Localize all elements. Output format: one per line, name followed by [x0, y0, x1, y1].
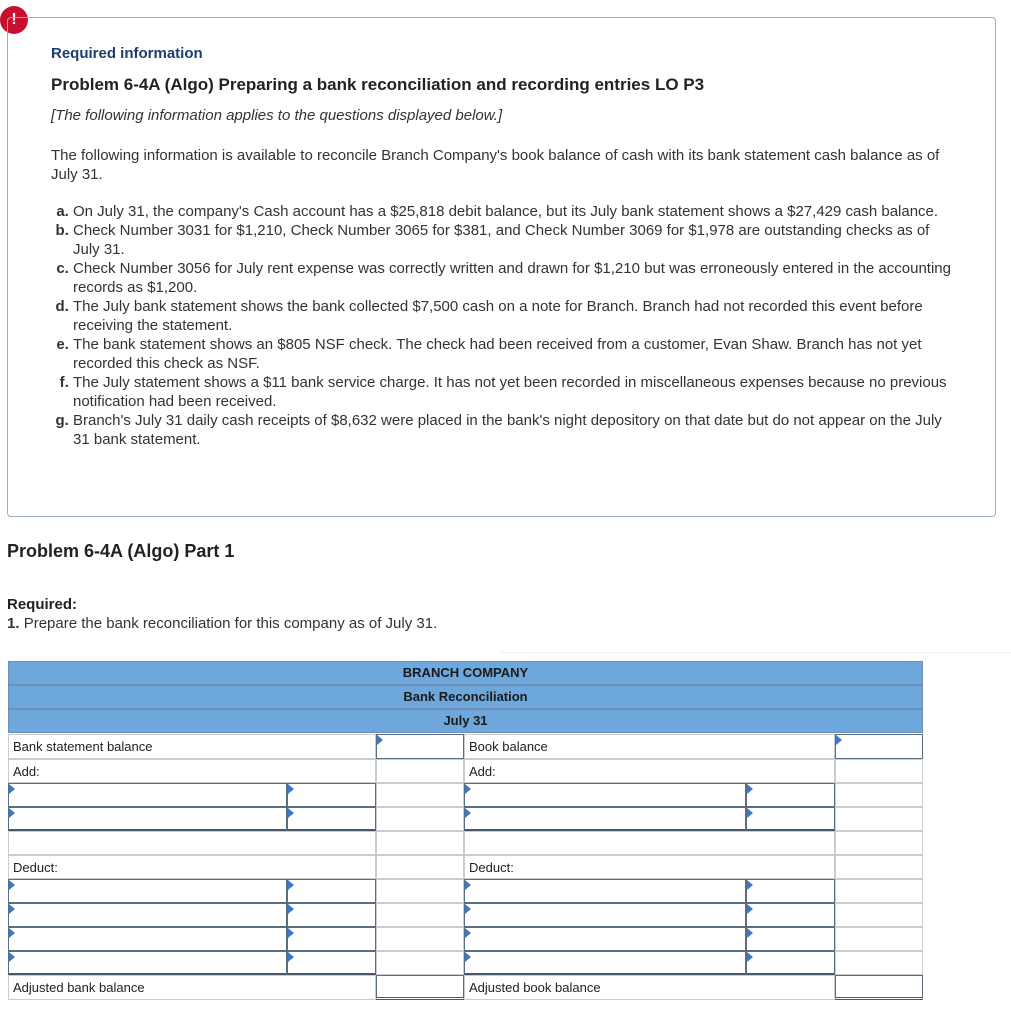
- input-marker-icon: [288, 952, 294, 962]
- bank-add-description-input[interactable]: [8, 807, 287, 831]
- required-text: Prepare the bank reconciliation for this company as of July 31.: [23, 615, 438, 632]
- required-information-heading: Required information: [51, 45, 203, 62]
- input-marker-icon: [747, 952, 753, 962]
- book-deduct-amount-input[interactable]: [746, 927, 835, 951]
- alert-icon: !: [0, 6, 28, 34]
- empty-cell: [835, 879, 923, 903]
- input-marker-icon: [9, 880, 15, 890]
- intro-paragraph: The following information is available to reconcile Branch Company's book balance of cash with its bank statement cash balance as of July 31.: [51, 147, 940, 183]
- required-number: 1.: [7, 615, 20, 632]
- empty-cell: [376, 783, 464, 807]
- item-text: The July bank statement shows the bank collected $7,500 cash on a note for Branch. Branch had not recorded this event before receiving the statement.: [73, 298, 923, 334]
- bank-deduct-amount-input[interactable]: [287, 879, 376, 903]
- part-title: Problem 6-4A (Algo) Part 1: [7, 541, 235, 561]
- book-add-total-cell: [835, 759, 923, 783]
- book-add-description-input[interactable]: [464, 807, 746, 831]
- item-letter: e.: [56, 336, 69, 353]
- required-instruction: [7, 615, 437, 632]
- empty-cell: [835, 807, 923, 831]
- book-deduct-amount-input[interactable]: [746, 879, 835, 903]
- empty-cell: [835, 927, 923, 951]
- empty-cell: [835, 855, 923, 879]
- input-marker-icon: [747, 880, 753, 890]
- input-marker-icon: [9, 808, 15, 818]
- bank-deduct-description-input[interactable]: [8, 951, 287, 975]
- input-marker-icon: [9, 928, 15, 938]
- item-text: Check Number 3056 for July rent expense was correctly written and drawn for $1,210 but was erroneously entered in the accounting records as $1,200.: [73, 260, 951, 296]
- item-letter: d.: [55, 298, 69, 315]
- input-marker-icon: [747, 904, 753, 914]
- bank-deduct-description-input[interactable]: [8, 927, 287, 951]
- empty-cell: [8, 831, 376, 855]
- empty-cell: [835, 783, 923, 807]
- input-marker-icon: [465, 928, 471, 938]
- input-marker-icon: [747, 808, 753, 818]
- item-text: The bank statement shows an $805 NSF check. The check had been received from a customer, Evan Shaw. Branch has not yet recorded this check as NSF.: [73, 336, 922, 372]
- bank-add-amount-input[interactable]: [287, 783, 376, 807]
- bank-add-description-input[interactable]: [8, 783, 287, 807]
- book-deduct-description-input[interactable]: [464, 951, 746, 975]
- book-deduct-amount-input[interactable]: [746, 903, 835, 927]
- book-deduct-description-input[interactable]: [464, 903, 746, 927]
- input-marker-icon: [9, 904, 15, 914]
- bank-deduct-amount-input[interactable]: [287, 927, 376, 951]
- required-label: Required:: [7, 596, 78, 613]
- input-marker-icon: [288, 928, 294, 938]
- input-marker-icon: [9, 952, 15, 962]
- empty-cell: [376, 879, 464, 903]
- input-marker-icon: [288, 808, 294, 818]
- book-deduct-amount-input[interactable]: [746, 951, 835, 975]
- adjusted-book-balance-label: Adjusted book balance: [464, 975, 835, 1000]
- bank-statement-balance-label: Bank statement balance: [8, 734, 376, 759]
- bank-add-label: Add:: [8, 759, 376, 783]
- input-marker-icon: [377, 735, 383, 745]
- input-marker-icon: [9, 784, 15, 794]
- input-marker-icon: [288, 784, 294, 794]
- list-item: [51, 297, 956, 335]
- adjusted-book-balance-total: [835, 975, 923, 1000]
- item-letter: c.: [56, 260, 69, 277]
- bank-deduct-description-input[interactable]: [8, 879, 287, 903]
- book-add-label: Add:: [464, 759, 835, 783]
- list-item: [51, 411, 956, 449]
- book-add-subtotal-cell: [835, 831, 923, 855]
- list-item: [51, 335, 956, 373]
- problem-title: Problem 6-4A (Algo) Preparing a bank reconciliation and recording entries LO P3: [51, 75, 705, 94]
- bank-deduct-label: Deduct:: [8, 855, 376, 879]
- bank-statement-balance-input[interactable]: [376, 734, 464, 759]
- list-item: [51, 202, 956, 221]
- book-add-amount-input[interactable]: [746, 783, 835, 807]
- input-marker-icon: [465, 880, 471, 890]
- empty-cell: [376, 807, 464, 831]
- input-marker-icon: [288, 880, 294, 890]
- book-deduct-description-input[interactable]: [464, 879, 746, 903]
- date-header: July 31: [8, 709, 923, 733]
- divider: [500, 652, 1011, 653]
- input-marker-icon: [465, 952, 471, 962]
- book-add-description-input[interactable]: [464, 783, 746, 807]
- adjusted-bank-balance-total: [376, 975, 464, 1000]
- bank-deduct-description-input[interactable]: [8, 903, 287, 927]
- input-marker-icon: [288, 904, 294, 914]
- input-marker-icon: [747, 784, 753, 794]
- information-list: [51, 202, 956, 449]
- book-add-amount-input[interactable]: [746, 807, 835, 831]
- adjusted-bank-balance-label: Adjusted bank balance: [8, 975, 376, 1000]
- input-marker-icon: [465, 904, 471, 914]
- list-item: [51, 373, 956, 411]
- bank-add-amount-input[interactable]: [287, 807, 376, 831]
- item-text: Check Number 3031 for $1,210, Check Number 3065 for $381, and Check Number 3069 for $1,978 are outstanding checks as of July 31.: [73, 222, 930, 258]
- book-deduct-description-input[interactable]: [464, 927, 746, 951]
- bank-deduct-amount-input[interactable]: [287, 951, 376, 975]
- book-deduct-label: Deduct:: [464, 855, 835, 879]
- item-text: Branch's July 31 daily cash receipts of $8,632 were placed in the bank's night depository on that date but do not appear on the July 31 bank statement.: [73, 412, 942, 448]
- list-item: [51, 259, 956, 297]
- empty-cell: [835, 903, 923, 927]
- bank-add-total-cell: [376, 759, 464, 783]
- empty-cell: [376, 951, 464, 975]
- input-marker-icon: [747, 928, 753, 938]
- book-balance-input[interactable]: [835, 734, 923, 759]
- applies-note: [The following information applies to the questions displayed below.]: [51, 107, 503, 124]
- statement-title-header: Bank Reconciliation: [8, 685, 923, 709]
- item-letter: g.: [55, 412, 69, 429]
- input-marker-icon: [465, 808, 471, 818]
- bank-deduct-amount-input[interactable]: [287, 903, 376, 927]
- item-text: The July statement shows a $11 bank service charge. It has not yet been recorded in miscellaneous expenses because no previous notification had been received.: [73, 374, 947, 410]
- empty-cell: [376, 903, 464, 927]
- item-letter: b.: [55, 222, 69, 239]
- company-name-header: BRANCH COMPANY: [8, 661, 923, 685]
- list-item: [51, 221, 956, 259]
- bank-add-subtotal-cell: [376, 831, 464, 855]
- item-letter: a.: [56, 203, 69, 220]
- input-marker-icon: [836, 735, 842, 745]
- book-balance-label: Book balance: [464, 734, 835, 759]
- item-letter: f.: [59, 374, 69, 391]
- empty-cell: [835, 951, 923, 975]
- item-text: On July 31, the company's Cash account has a $25,818 debit balance, but its July bank statement shows a $27,429 cash balance.: [73, 203, 939, 220]
- empty-cell: [376, 855, 464, 879]
- empty-cell: [376, 927, 464, 951]
- empty-cell: [464, 831, 835, 855]
- input-marker-icon: [465, 784, 471, 794]
